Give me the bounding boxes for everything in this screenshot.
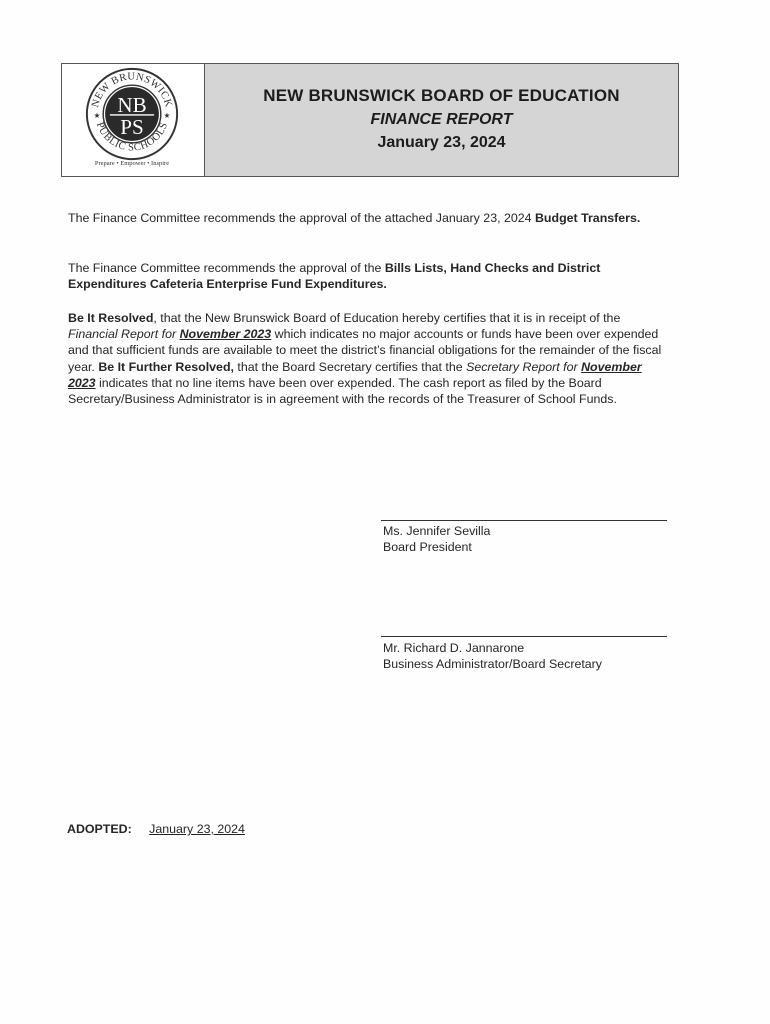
title-cell <box>205 64 678 176</box>
signer-name: Mr. Richard D. Jannarone <box>383 641 525 655</box>
signature-line-president <box>381 520 667 521</box>
adopted-line <box>67 822 245 836</box>
signature-block-president <box>383 523 490 555</box>
nbps-seal-logo <box>84 66 180 162</box>
bills-lists-paragraph: The Finance Committee recommends the approval of the Bills Lists, Hand Checks and District Expenditures Cafeteria Enterprise Fund Expenditures. <box>68 261 601 292</box>
adopted-label: ADOPTED: <box>67 822 132 836</box>
svg-text:★: ★ <box>93 110 101 120</box>
svg-text:NB: NB <box>117 93 147 118</box>
board-title: NEW BRUNSWICK BOARD OF EDUCATION <box>263 86 620 105</box>
budget-transfers-paragraph: The Finance Committee recommends the approval of the attached January 23, 2024 Budget Transfers. <box>68 211 641 225</box>
svg-text:NEW BRUNSWICK: NEW BRUNSWICK <box>90 71 174 109</box>
svg-text:PS: PS <box>120 115 144 140</box>
adopted-date: January 23, 2024 <box>149 822 245 836</box>
signature-block-administrator <box>383 640 602 672</box>
report-header <box>61 63 679 177</box>
signer-title: Board President <box>383 540 472 554</box>
signature-line-administrator <box>381 636 667 637</box>
signer-name: Ms. Jennifer Sevilla <box>383 524 491 538</box>
report-subtitle: FINANCE REPORT <box>370 111 513 128</box>
svg-text:★: ★ <box>163 110 171 120</box>
resolution-paragraph: Be It Resolved, that the New Brunswick Board of Education hereby certifies that it is in receipt of the Financial Report for November 2023 which indicates no major accounts or funds have been over expended and that sufficient funds are available to meet the district’s financial obligations for the remainder of the fiscal year. Be It Further Resolved, that the Board Secretary certifies that the Secretary Report for November 2023 indicates that no line items have been over expended. The cash report as filed by the Board Secretary/Business Administrator is in agreement with the records of the Treasurer of School Funds. <box>68 311 662 407</box>
logo-tagline: Prepare • Empower • Inspire <box>94 160 170 167</box>
report-date: January 23, 2024 <box>377 134 506 151</box>
svg-text:PUBLIC SCHOOLS: PUBLIC SCHOOLS <box>93 120 171 154</box>
signer-title: Business Administrator/Board Secretary <box>383 657 602 671</box>
logo-cell <box>62 64 205 176</box>
